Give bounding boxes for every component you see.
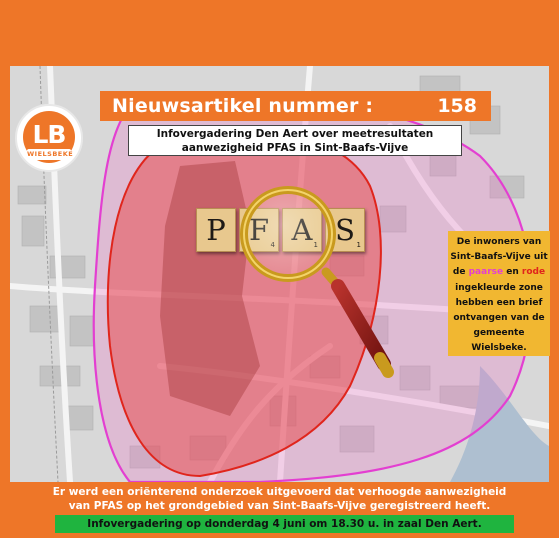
purple-zone-word: paarse: [468, 267, 504, 278]
footer-line-1: Er werd een oriënterend onderzoek uitgevoerd dat verhoogde aanwezigheid: [52, 486, 507, 498]
article-number: 158: [437, 95, 477, 117]
tile-letter: P: [206, 213, 226, 247]
tile-p: [196, 208, 236, 252]
magnifying-glass-icon: [234, 182, 404, 388]
subtitle-line-1: Infovergadering Den Aert over meetresultaten: [156, 128, 434, 140]
tile-letter: S: [335, 213, 355, 247]
notice-text-3: ingekleurde zone hebben een brief ontvangen van de gemeente Wielsbeke.: [453, 282, 545, 354]
notice-text-2: en: [503, 267, 522, 278]
subtitle-line-2: aanwezigheid PFAS in Sint-Baafs-Vijve: [181, 142, 409, 154]
notice-text-1: De inwoners van Sint-Baafs-Vijve uit de: [450, 237, 548, 278]
footer-line-2: van PFAS op het grondgebied van Sint-Baafs-Vijve geregistreerd heeft.: [68, 500, 491, 512]
tile-score: 1: [356, 241, 361, 249]
red-zone-word: rode: [521, 267, 546, 278]
article-subtitle: [128, 125, 462, 156]
lb-wielsbeke-logo: [15, 104, 83, 172]
logo-letters: LB: [32, 119, 66, 149]
residents-notice: [448, 231, 550, 356]
article-title: Nieuwsartikel nummer :: [112, 95, 374, 117]
meeting-banner: Infovergadering op donderdag 4 juni om 18.30 u. in zaal Den Aert.: [55, 515, 514, 533]
logo-tag: WIELSBEKE: [27, 150, 74, 158]
footer-description: [0, 485, 559, 513]
article-header: [100, 91, 491, 121]
